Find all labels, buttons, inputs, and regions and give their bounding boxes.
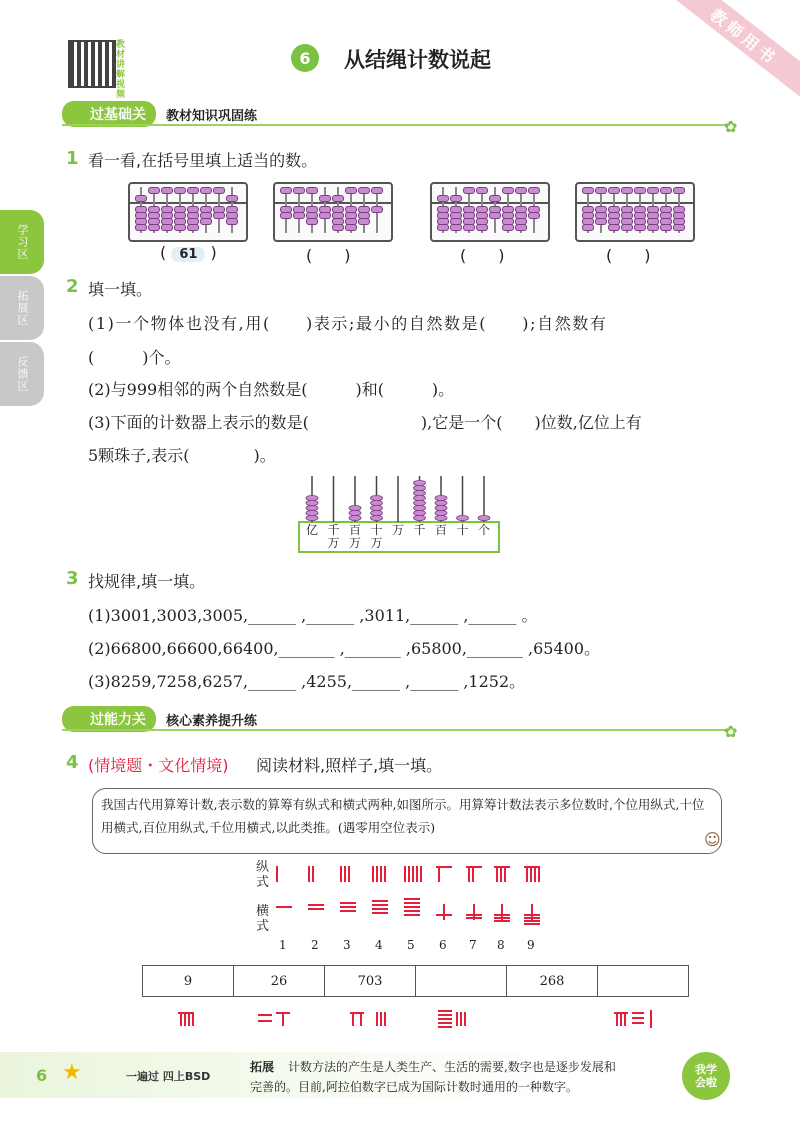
rod-stroke [308, 866, 310, 882]
question-tag: (情境题・文化情境) [88, 756, 229, 775]
rod-stroke [308, 908, 324, 910]
abacus-bead [489, 212, 501, 219]
rod-stroke [376, 866, 378, 882]
answer-slot-3[interactable]: ( ) [460, 246, 505, 265]
abacus-bead [293, 212, 305, 219]
abacus-bead [647, 224, 659, 231]
question-title: 阅读材料,照样子,填一填。 [256, 756, 443, 775]
answer-rod-stroke [456, 1012, 458, 1026]
answer-rod-stroke [282, 1014, 284, 1026]
watermark-ribbon [662, 0, 800, 106]
abacus-bead [450, 195, 462, 202]
abacus-bead [187, 224, 199, 231]
counting-rods-chart [272, 860, 552, 940]
rod-stroke [466, 917, 482, 919]
counter-bead [371, 495, 383, 500]
abacus-bead [226, 195, 238, 202]
abacus-bead [280, 187, 292, 194]
abacus-bead [306, 187, 318, 194]
counter-place-label: 百 [434, 523, 447, 537]
abacus-bead [345, 224, 357, 231]
counter-bead [435, 495, 447, 500]
counter-bead [306, 510, 318, 515]
answer-rod-stroke [258, 1014, 272, 1016]
question-number: 2 [66, 276, 79, 297]
abacus-bead [621, 224, 633, 231]
rod-stroke [344, 866, 346, 882]
abacus [273, 182, 393, 242]
rod-stroke [348, 866, 350, 882]
counter-bead [306, 500, 318, 505]
rod-table [142, 965, 689, 997]
answer-rod-stroke [438, 1022, 452, 1024]
abacus-bead [135, 195, 147, 202]
answer-rod-stroke [384, 1012, 386, 1026]
rod-table-cell[interactable] [416, 966, 507, 997]
rod-stroke [404, 906, 420, 908]
counter-bead [435, 515, 447, 520]
abacus-bead [582, 187, 594, 194]
rod-stroke [530, 868, 532, 882]
star-mascot-icon: ★ [62, 1060, 82, 1085]
abacus-bead [502, 187, 514, 194]
abacus-beam [432, 202, 548, 204]
counter-bead [414, 490, 426, 495]
rod-stroke [380, 866, 382, 882]
abacus-bead [647, 187, 659, 194]
question-title: 找规律,填一填。 [88, 572, 206, 591]
extension-text-1: 计数方法的产生是人类生产、生活的需要,数字也是逐步发展和 [288, 1060, 616, 1074]
counter-bead [414, 480, 426, 485]
rod-stroke [404, 902, 420, 904]
abacus-beam [130, 202, 246, 204]
abacus-bead [673, 224, 685, 231]
answer-rod-stroke [438, 1018, 452, 1020]
q2-line-3: (2)与999相邻的两个自然数是( )和( )。 [88, 380, 455, 399]
counter-bead [435, 505, 447, 510]
rod-stroke [372, 866, 374, 882]
abacus-bead [437, 224, 449, 231]
counter-bead [435, 510, 447, 515]
extension-text-2: 完善的。目前,阿拉伯数字已成为国际计数时通用的一种数字。 [250, 1080, 578, 1094]
abacus-bead [476, 224, 488, 231]
qr-label: 教材讲解视频 [116, 40, 126, 100]
counter-bead [371, 510, 383, 515]
rod-table-cell[interactable]: 9 [143, 966, 234, 997]
rod-stroke [404, 866, 406, 882]
rod-stroke [524, 866, 540, 868]
counter-bead [414, 500, 426, 505]
side-tab-feedback[interactable] [0, 342, 44, 406]
abacus-bead [187, 187, 199, 194]
rod-stroke [494, 914, 510, 916]
abacus [575, 182, 695, 242]
abacus-beam [577, 202, 693, 204]
q3-line-1: (1)3001,3003,3005,______ ,______ ,3011,______ ,______ 。 [88, 606, 538, 625]
answer-rod-stroke [616, 1014, 618, 1026]
answer-rod-stroke [352, 1014, 354, 1026]
answer-value: 61 [171, 247, 205, 262]
abacus-bead [634, 187, 646, 194]
section-subtitle: 教材知识巩固练 [166, 108, 258, 124]
rod-stroke [312, 866, 314, 882]
answer-rod-stroke [188, 1014, 190, 1026]
page-number: 6 [36, 1066, 48, 1085]
rod-stroke [340, 866, 342, 882]
question-text: 看一看,在括号里填上适当的数。 [88, 151, 318, 170]
abacus-bead [226, 218, 238, 225]
counter-place-label: 十 [456, 523, 469, 537]
counter-bead [414, 485, 426, 490]
abacus-bead [476, 187, 488, 194]
answer-slot-2[interactable]: ( ) [306, 246, 351, 265]
qr-code[interactable] [68, 40, 116, 88]
series-label: 一遍过 四上BSD [126, 1070, 211, 1083]
abacus-bead [332, 195, 344, 202]
rod-stroke [524, 920, 540, 922]
learned-label: 我学会啦 [695, 1063, 717, 1089]
answer-rod-stroke [376, 1012, 378, 1026]
answer-rod-stroke [614, 1012, 628, 1014]
abacus-bead [595, 218, 607, 225]
rod-stroke [494, 920, 510, 922]
q3-line-3: (3)8259,7258,6257,______ ,4255,______ ,______ ,1252。 [88, 672, 526, 691]
digit-label: 7 [469, 938, 477, 952]
rod-stroke [384, 866, 386, 882]
rod-stroke [466, 914, 482, 916]
section-divider [62, 124, 730, 126]
digit-label: 2 [311, 938, 319, 952]
counter-bead [414, 510, 426, 515]
q2-line-2: ( )个。 [88, 348, 181, 367]
answer-rod-stroke [460, 1012, 462, 1026]
counter-place-label: 千 [413, 523, 426, 537]
lesson-badge [291, 44, 319, 72]
rod-stroke [524, 917, 540, 919]
rod-stroke [468, 868, 470, 882]
rod-stroke [408, 866, 410, 882]
row-label-zong: 纵式 [256, 860, 270, 890]
abacus [128, 182, 248, 242]
counter-place-label: 千万 [327, 523, 340, 550]
counter-bead [306, 495, 318, 500]
rod-stroke [436, 866, 452, 868]
q3-line-2: (2)66800,66600,66400,_______ ,_______ ,65800,_______ ,65400。 [88, 639, 601, 658]
rod-stroke [494, 917, 510, 919]
answer-rod-stroke [258, 1020, 272, 1022]
rod-stroke [404, 910, 420, 912]
flower-icon: ✿ [724, 117, 738, 136]
counter-place-label: 个 [477, 523, 490, 537]
counter-bead [414, 495, 426, 500]
counter-bead [371, 505, 383, 510]
rod-stroke [534, 868, 536, 882]
rod-stroke [412, 866, 414, 882]
rod-stroke [526, 868, 528, 882]
answer-rod-stroke [620, 1014, 622, 1026]
mascot-icon: ☺ [704, 830, 721, 849]
rod-stroke [538, 868, 540, 882]
rod-stroke [420, 866, 422, 882]
rod-stroke [466, 866, 482, 868]
answer-rod-stroke [624, 1014, 626, 1026]
q2-line-1: (1)一个物体也没有,用( )表示;最小的自然数是( );自然数有 [88, 314, 608, 333]
abacus-bead [515, 187, 527, 194]
abacus-bead [660, 224, 672, 231]
counter-bead [306, 515, 318, 520]
abacus-bead [450, 224, 462, 231]
rod-table-cell[interactable]: 703 [325, 966, 416, 997]
counter-place-label: 十万 [370, 523, 383, 550]
answer-rod-stroke [350, 1012, 364, 1014]
answer-rod-stroke [632, 1022, 644, 1024]
answer-rod-stroke [380, 1012, 382, 1026]
rod-stroke [524, 923, 540, 925]
digit-label: 3 [343, 938, 351, 952]
abacus-bead [293, 187, 305, 194]
abacus-bead [213, 187, 225, 194]
rod-stroke [524, 914, 540, 916]
answer-slot-4[interactable]: ( ) [606, 246, 651, 265]
material-box [92, 788, 722, 854]
abacus-bead [306, 218, 318, 225]
extension-label: 拓展 [250, 1060, 275, 1074]
side-tab-study[interactable] [0, 210, 44, 274]
answer-rod-stroke [438, 1010, 452, 1012]
abacus-bead [528, 187, 540, 194]
abacus [430, 182, 550, 242]
abacus-bead [319, 212, 331, 219]
abacus-bead [528, 212, 540, 219]
rod-stroke [308, 904, 324, 906]
abacus-bead [161, 187, 173, 194]
material-text: 我国古代用算筹计数,表示数的算筹有纵式和横式两种,如图所示。用算筹计数法表示多位数时,个位用纵式,十位用横式,百位用纵式,千位用横式,以此类推。(遇零用空位表示) [101, 797, 705, 835]
answer-slot-1[interactable]: ( 61 ) [160, 243, 217, 262]
rod-stroke [494, 866, 510, 868]
abacus-bead [515, 224, 527, 231]
rod-stroke [340, 906, 356, 908]
lesson-number: 6 [299, 48, 311, 68]
counter-place-label: 百万 [348, 523, 361, 550]
abacus-bead [595, 187, 607, 194]
counter-bead [306, 505, 318, 510]
flower-icon: ✿ [724, 722, 738, 741]
rod-stroke [276, 866, 278, 882]
answer-rod-stroke [360, 1014, 362, 1026]
q2-line-5: 5颗珠子,表示( )。 [88, 446, 276, 465]
rod-stroke [504, 868, 506, 882]
abacus-bead [174, 187, 186, 194]
q2-line-4: (3)下面的计数器上表示的数是( ),它是一个( )位数,亿位上有 [88, 413, 642, 432]
abacus-bead [161, 224, 173, 231]
question-title: 填一填。 [88, 280, 153, 299]
abacus-bead [634, 224, 646, 231]
counter-bead [371, 500, 383, 505]
rod-table-cell[interactable]: 26 [234, 966, 325, 997]
abacus-bead [463, 187, 475, 194]
learned-badge[interactable] [682, 1052, 730, 1100]
abacus-bead [148, 187, 160, 194]
rod-stroke [340, 902, 356, 904]
digit-label: 8 [497, 938, 505, 952]
abacus-bead [371, 206, 383, 213]
section-badge: 过基础关 [62, 101, 156, 127]
digit-label: 6 [439, 938, 447, 952]
rod-stroke [472, 868, 474, 882]
answer-rod-stroke [276, 1012, 290, 1014]
abacus-bead [319, 195, 331, 202]
rod-stroke [372, 912, 388, 914]
rod-stroke [372, 908, 388, 910]
abacus-bead [437, 195, 449, 202]
rod-stroke [436, 914, 452, 916]
rod-stroke [372, 904, 388, 906]
digit-label: 4 [375, 938, 383, 952]
digit-label: 5 [407, 938, 415, 952]
counter-bead [414, 515, 426, 520]
watermark-text: 教师用书 [707, 4, 782, 69]
rod-stroke [404, 914, 420, 916]
digit-label: 9 [527, 938, 535, 952]
abacus-bead [148, 224, 160, 231]
question-number: 4 [66, 752, 79, 773]
abacus-bead [345, 187, 357, 194]
digit-label: 1 [279, 938, 287, 952]
side-tab-label: 学习区 [16, 224, 29, 260]
answer-rod-stroke [180, 1014, 182, 1026]
rod-stroke [443, 904, 445, 920]
rod-answers [142, 1004, 682, 1034]
abacus-bead [135, 224, 147, 231]
abacus-bead [489, 195, 501, 202]
section-subtitle: 核心素养提升练 [166, 713, 258, 729]
side-tab-extend[interactable] [0, 276, 44, 340]
side-tab-label: 拓展区 [16, 290, 29, 326]
rod-stroke [372, 900, 388, 902]
abacus-bead [673, 187, 685, 194]
rod-stroke [276, 906, 292, 908]
abacus-bead [174, 224, 186, 231]
question-number: 1 [66, 148, 79, 169]
counter-bead [349, 510, 361, 515]
abacus-bead [621, 187, 633, 194]
counter-bead [349, 515, 361, 520]
abacus-bead [280, 212, 292, 219]
counter-bead [457, 515, 469, 520]
abacus-bead [213, 212, 225, 219]
section-divider [62, 729, 730, 731]
counter-bead [435, 500, 447, 505]
answer-rod-stroke [178, 1012, 194, 1014]
abacus-bead [463, 224, 475, 231]
counter-place-label: 万 [391, 523, 404, 537]
side-tab-label: 反馈区 [16, 356, 29, 392]
rod-stroke [500, 868, 502, 882]
abacus-bead [582, 224, 594, 231]
abacus-bead [200, 187, 212, 194]
abacus-bead [332, 224, 344, 231]
abacus-bead [608, 187, 620, 194]
rod-table-cell[interactable]: 268 [507, 966, 598, 997]
rod-stroke [340, 910, 356, 912]
rod-stroke [496, 868, 498, 882]
abacus-bead [608, 224, 620, 231]
section-badge: 过能力关 [62, 706, 156, 732]
page-title: 从结绳计数说起 [344, 48, 491, 72]
abacus-bead [358, 218, 370, 225]
answer-rod-stroke [632, 1017, 644, 1019]
answer-rod-stroke [650, 1010, 652, 1028]
rod-stroke [438, 868, 440, 882]
answer-rod-stroke [184, 1014, 186, 1026]
abacus-beam [275, 202, 391, 204]
abacus-bead [502, 224, 514, 231]
counter-place-label: 亿 [305, 523, 318, 537]
answer-rod-stroke [438, 1014, 452, 1016]
question-number: 3 [66, 568, 79, 589]
abacus-bead [200, 218, 212, 225]
counter-bead [478, 515, 490, 520]
row-label-heng: 横式 [256, 904, 270, 934]
counter-bead [414, 505, 426, 510]
answer-rod-stroke [438, 1026, 452, 1028]
rod-stroke [416, 866, 418, 882]
abacus-bead [371, 187, 383, 194]
abacus-bead [660, 187, 672, 194]
abacus-bead [358, 187, 370, 194]
answer-rod-stroke [464, 1012, 466, 1026]
counter-bead [371, 515, 383, 520]
answer-rod-stroke [192, 1014, 194, 1026]
counter-bead [349, 505, 361, 510]
rod-table-cell[interactable] [598, 966, 689, 997]
answer-rod-stroke [632, 1012, 644, 1014]
rod-stroke [404, 898, 420, 900]
